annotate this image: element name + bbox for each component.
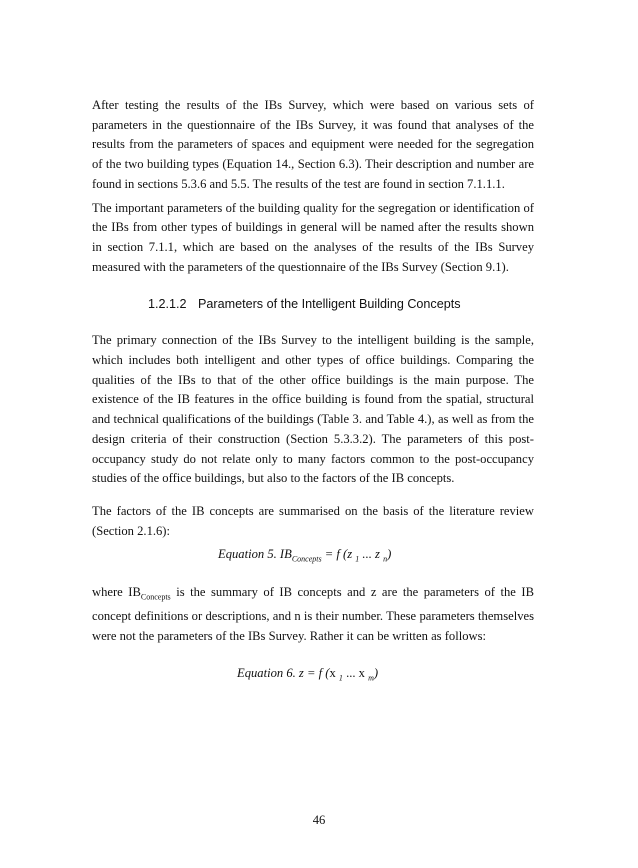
section-number: 1.2.1.2 — [148, 297, 187, 312]
section-heading — [92, 295, 534, 313]
page-number: 46 — [312, 813, 326, 827]
paragraph-test-results: After testing the results of the IBs Survey, which were based on various sets of parameters in the questionnaire of the IBs Survey, it was found that analyses of the results from the parameters of spaces and equipment were needed for the segregation of the two building types (Equation 14., Section 6.3). Their description and number are found in sections 5.3.6 and 5.5. The results of the test are found in section 7.1.1.1. — [92, 98, 534, 191]
paragraph-primary-connection: The primary connection of the IBs Survey to the intelligent building is the sample, which includes both intelligent and other types of office buildings. Comparing the qualities of the IBs to that of the other office buildings is the main purpose. The existence of the IB features in the office building is found from the spatial, structural and technical qualifications of the buildings (Table 3. and Table 4.), as well as from the design criteria of their construction (Section 5.3.3.2). The parameters of this post-occupancy study do not relate only to many factors common to the post-occupancy studies of the office buildings, but also to the factors of the IB concepts. — [92, 333, 534, 486]
document-page — [92, 96, 534, 688]
equation-6: Equation 6. z = f (x $_1$ ... x $_m$) — [237, 666, 379, 683]
section-title: Parameters of the Intelligent Building Concepts — [198, 297, 461, 312]
paragraph-factors-summary: The factors of the IB concepts are summarised on the basis of the literature review (Section 2.1.6): — [92, 503, 534, 538]
paragraph-where-ib-concepts: where $IB_{Concepts}$ is the summary of IB concepts and z are the parameters of the IB concept definitions or descriptions, and n is their number. These parameters themselves were not the parameters of the IBs Survey. Rather it can be written as follows: — [92, 584, 534, 643]
equation-5: Equation 5. $IB_{Concepts} = f$ (z $_1$ ... z $_n$) — [218, 547, 392, 564]
paragraph-important-parameters: The important parameters of the building quality for the segregation or identification of the IBs from other types of buildings in general will be named after the results shown in section 7.1.1, which are based on the analyses of the results of the IBs Survey measured with the parameters of the questionnaire of the IBs Survey (Section 9.1). — [92, 200, 534, 274]
